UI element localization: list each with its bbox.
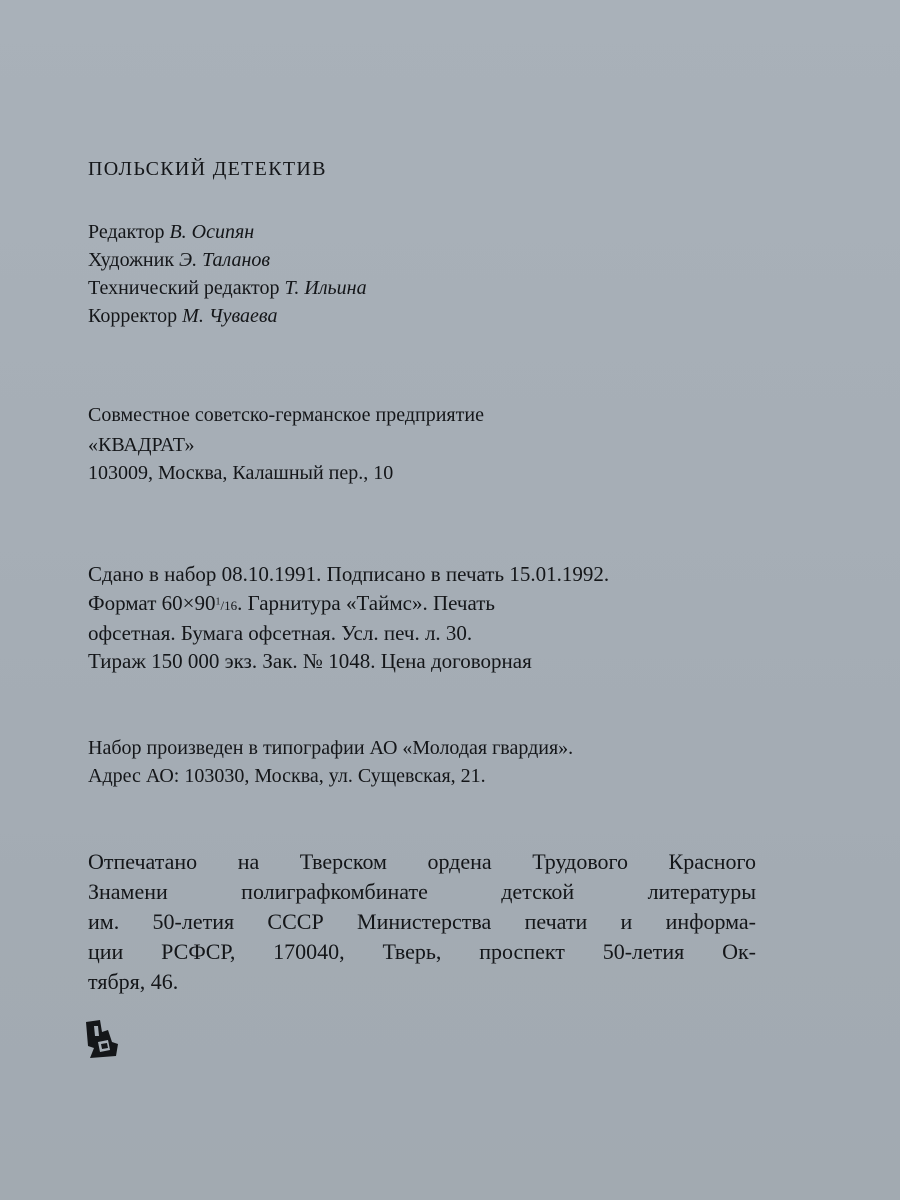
credit-tech-editor <box>88 277 367 300</box>
typesetting-address: Адрес АО: 103030, Москва, ул. Сущевская, 21. <box>88 765 486 787</box>
credit-name: Т. Ильина <box>284 277 367 299</box>
imprint-paper: офсетная. Бумага офсетная. Усл. печ. л. 30. <box>88 621 473 645</box>
imprint-format <box>88 591 495 616</box>
credit-proofreader <box>88 305 277 328</box>
printing-line: Отпечатано на Тверском ордена Трудового Красного <box>88 849 756 874</box>
format-suffix: . Гарнитура «Таймс». Печать <box>237 591 496 615</box>
printing-line: им. 50-летия СССР Министерства печати и информа- <box>88 909 756 934</box>
printing-line: ции РСФСР, 170040, Тверь, проспект 50-летия Ок- <box>88 939 756 964</box>
credit-role: Технический редактор <box>88 277 280 299</box>
format-fraction <box>215 598 237 613</box>
publisher-line: Совместное советско-германское предприятие <box>88 404 484 426</box>
credit-role: Художник <box>88 249 175 271</box>
printing-line: тября, 46. <box>88 969 179 994</box>
imprint-dates: Сдано в набор 08.10.1991. Подписано в печать 15.01.1992. <box>88 562 610 586</box>
credit-name: М. Чуваева <box>182 305 278 327</box>
credit-name: Э. Таланов <box>179 249 271 271</box>
credit-role: Редактор <box>88 221 165 243</box>
credit-name: В. Осипян <box>169 221 255 243</box>
printing-line: Знамени полиграфкомбинате детской литературы <box>88 879 756 904</box>
credit-artist <box>88 249 270 272</box>
credit-role: Корректор <box>88 305 178 327</box>
imprint-circulation: Тираж 150 000 экз. Зак. № 1048. Цена договорная <box>88 649 532 673</box>
credit-editor <box>88 221 254 244</box>
format-prefix: Формат 60×90 <box>88 591 216 615</box>
publisher-name: «КВАДРАТ» <box>88 434 195 456</box>
printing-house-logo-icon <box>82 1018 122 1060</box>
typesetting-line: Набор произведен в типографии АО «Молодая гвардия». <box>88 737 574 759</box>
publisher-address: 103009, Москва, Калашный пер., 10 <box>88 462 394 484</box>
format-sup: 1 <box>215 596 221 608</box>
format-sub: /16 <box>220 598 238 613</box>
series-title: ПОЛЬСКИЙ ДЕТЕКТИВ <box>88 158 327 180</box>
